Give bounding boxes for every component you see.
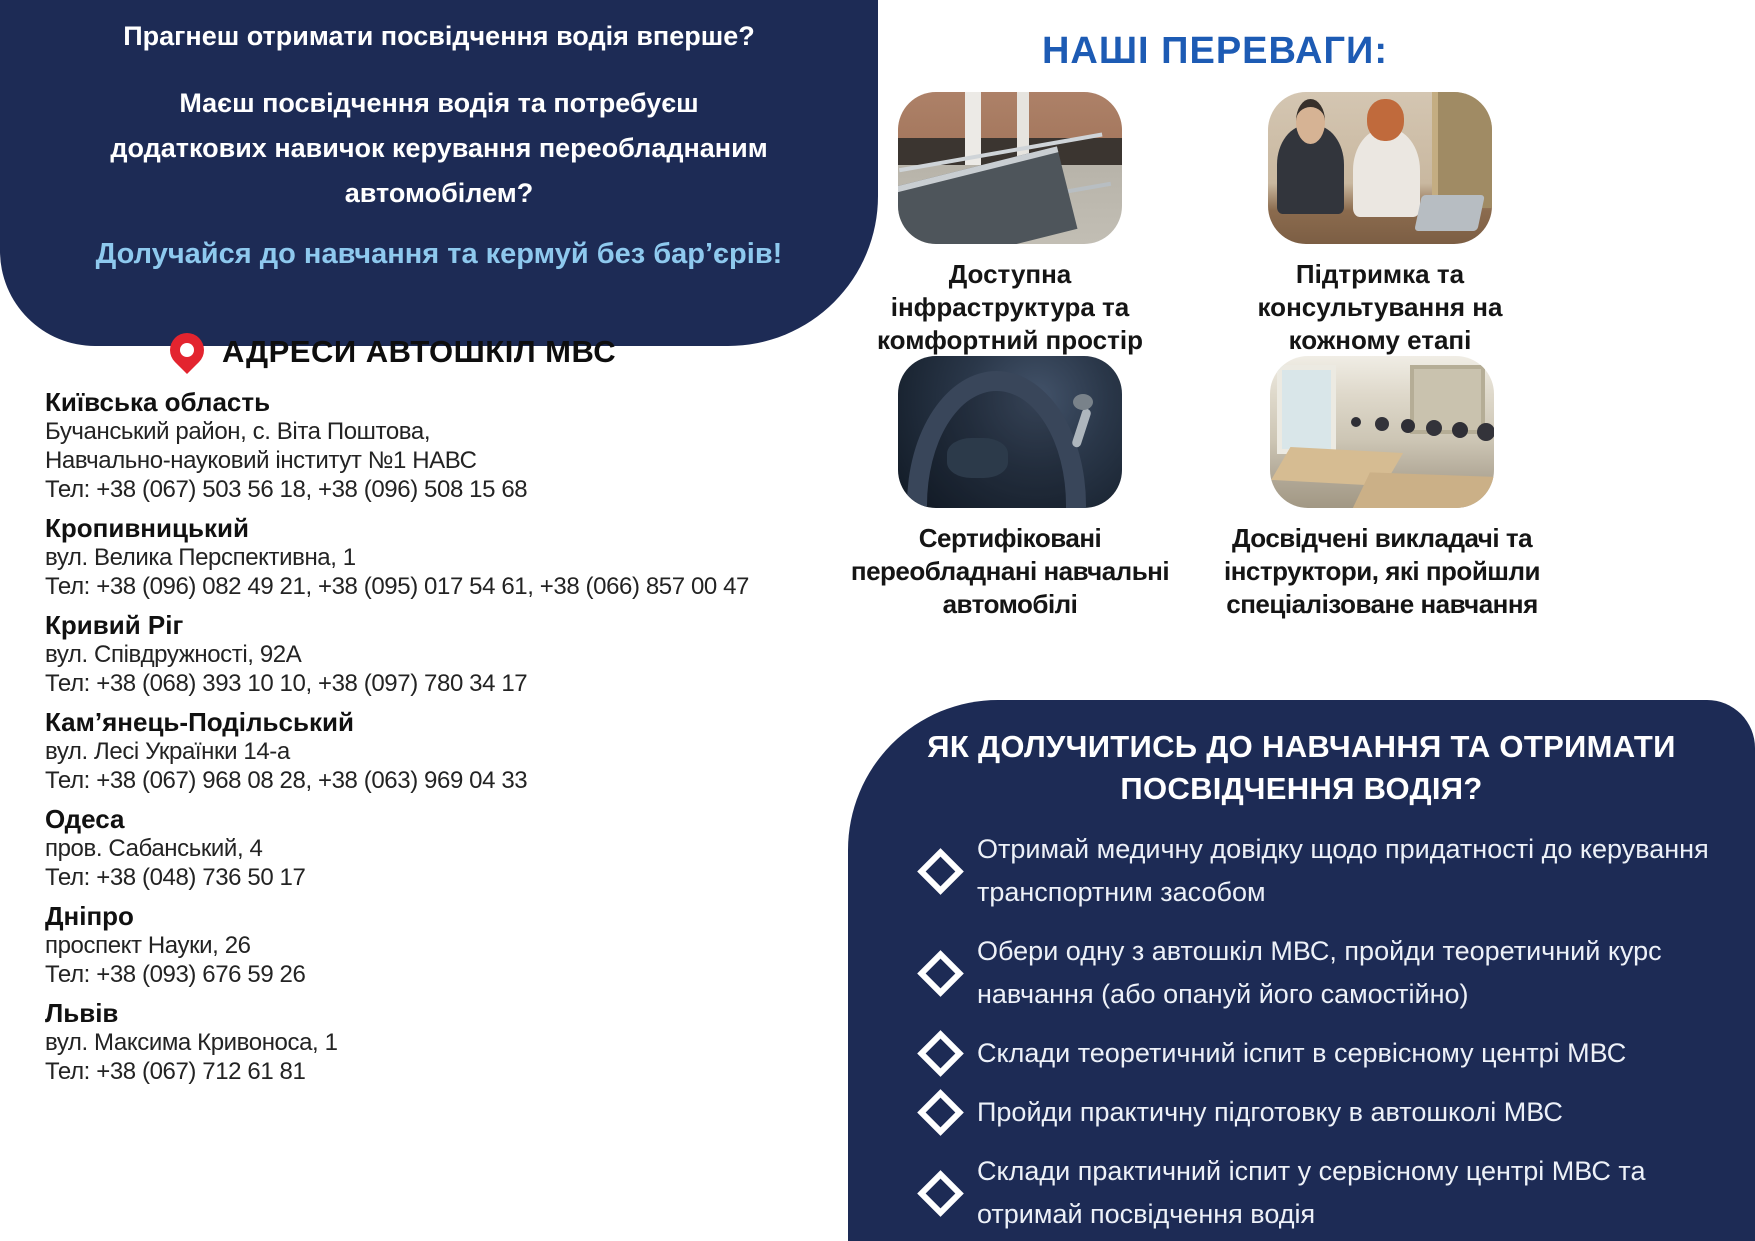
intro-question-adapted-vehicle: Маєш посвідчення водія та потребуєш додаткових навичок керування переобладнаним автомобілем? xyxy=(110,88,768,208)
gear-lever-shape xyxy=(1071,407,1092,448)
address-item-lviv xyxy=(45,999,835,1086)
intro-question-first-license: Прагнеш отримати посвідчення водія вперше? xyxy=(123,21,755,51)
advantage-caption: Доступна інфраструктура та комфортний простір xyxy=(877,259,1143,355)
step-text: Склади теоретичний іспит в сервісному центрі МВС xyxy=(977,1038,1627,1068)
address-phone-line: Тел: +38 (067) 712 61 81 xyxy=(45,1058,306,1085)
address-item-dnipro xyxy=(45,902,835,989)
address-city: Кам’янець-Подільський xyxy=(45,707,354,737)
diamond-bullet-icon xyxy=(917,1170,964,1217)
advantage-caption: Досвідчені викладачі та інструктори, які пройшли спеціалізоване навчання xyxy=(1224,523,1540,619)
accessible-ramp-photo xyxy=(898,92,1122,244)
classroom-desk xyxy=(1352,472,1494,508)
location-pin-icon xyxy=(163,326,211,374)
address-line: вул. Велика Перспективна, 1 xyxy=(45,544,356,571)
address-city: Львів xyxy=(45,998,119,1028)
advantages-heading: НАШІ ПЕРЕВАГИ: xyxy=(1041,30,1389,72)
address-item-kyiv-region xyxy=(45,388,835,504)
step-text: Пройди практичну підготовку в автошколі МВС xyxy=(977,1097,1563,1127)
laptop-shape xyxy=(1414,195,1484,231)
consultation-photo xyxy=(1268,92,1492,244)
address-line: вул. Лесі Українки 14-а xyxy=(45,738,290,765)
address-phone-line: Тел: +38 (096) 082 49 21, +38 (095) 017 54 61, +38 (066) 857 00 47 xyxy=(45,573,750,600)
diamond-bullet-icon xyxy=(917,950,964,997)
address-city: Кривий Ріг xyxy=(45,610,184,640)
address-line: проспект Науки, 26 xyxy=(45,932,251,959)
address-city: Одеса xyxy=(45,804,125,834)
address-line: вул. Співдружності, 92А xyxy=(45,641,302,668)
how-to-step-practical-training xyxy=(924,1091,1715,1134)
simulator-wheels-row xyxy=(1351,417,1361,427)
how-to-step-choose-school xyxy=(924,930,1715,1016)
step-text: Склади практичний іспит у сервісному центрі МВС та отримай посвідчення водія xyxy=(977,1156,1646,1229)
advantage-card-instructors xyxy=(1196,356,1568,621)
classroom-window xyxy=(1277,365,1336,454)
address-phone-line: Тел: +38 (048) 736 50 17 xyxy=(45,864,306,891)
diamond-bullet-icon xyxy=(917,1089,964,1136)
address-item-kamianets-podilskyi xyxy=(45,708,835,795)
intro-tagline: Долучайся до навчання та кермуй без бар’єрів! xyxy=(95,238,783,270)
how-to-heading: ЯК ДОЛУЧИТИСЬ ДО НАВЧАННЯ ТА ОТРИМАТИ ПОСВІДЧЕННЯ ВОДІЯ? xyxy=(927,729,1676,806)
steering-hub-shape xyxy=(947,438,1007,478)
advantage-card-certified-cars xyxy=(845,356,1175,621)
advantage-caption: Сертифіковані переобладнані навчальні автомобілі xyxy=(850,523,1170,619)
diamond-bullet-icon xyxy=(917,1030,964,1077)
address-city: Кропивницький xyxy=(45,513,249,543)
addresses-section xyxy=(45,326,835,1086)
addresses-heading: АДРЕСИ АВТОШКІЛ МВС xyxy=(222,334,617,369)
address-item-kropyvnytskyi xyxy=(45,514,835,601)
address-phone-line: Тел: +38 (093) 676 59 26 xyxy=(45,961,306,988)
diamond-bullet-icon xyxy=(917,848,964,895)
address-item-kryvyi-rih xyxy=(45,611,835,698)
address-phone-line: Тел: +38 (068) 393 10 10, +38 (097) 780 34 17 xyxy=(45,670,528,697)
address-line: Навчально-науковий інститут №1 НАВС xyxy=(45,447,477,474)
address-item-odesa xyxy=(45,805,835,892)
how-to-section xyxy=(848,700,1755,1241)
adapted-car-interior-photo xyxy=(898,356,1122,508)
address-phone-line: Тел: +38 (067) 503 56 18, +38 (096) 508 15 68 xyxy=(45,476,528,503)
addresses-header xyxy=(170,326,835,378)
how-to-steps-list xyxy=(848,828,1755,1236)
address-line: Бучанський район, с. Віта Поштова, xyxy=(45,418,431,445)
step-text: Обери одну з автошкіл МВС, пройди теоретичний курс навчання (або опануй його самостійно) xyxy=(977,936,1662,1009)
classroom-simulators-photo xyxy=(1270,356,1494,508)
address-phone-line: Тел: +38 (067) 968 08 28, +38 (063) 969 04 33 xyxy=(45,767,528,794)
advantage-card-support xyxy=(1212,92,1548,357)
address-line: вул. Максима Кривоноса, 1 xyxy=(45,1029,338,1056)
student-figure xyxy=(1353,128,1420,216)
intro-banner xyxy=(0,0,878,346)
consultant-figure xyxy=(1277,125,1344,213)
step-text: Отримай медичну довідку щодо придатності до керування транспортним засобом xyxy=(977,834,1709,907)
address-line: пров. Сабанський, 4 xyxy=(45,835,263,862)
classroom-shelf xyxy=(1410,365,1485,434)
how-to-step-theory-exam xyxy=(924,1032,1715,1075)
wall-panel xyxy=(1432,92,1492,208)
address-city: Київська область xyxy=(45,387,271,417)
how-to-step-practical-exam xyxy=(924,1150,1715,1236)
gear-knob-shape xyxy=(1073,394,1093,410)
how-to-step-medical-certificate xyxy=(924,828,1715,914)
address-city: Дніпро xyxy=(45,901,134,931)
location-pin-hole xyxy=(177,340,197,360)
advantage-caption: Підтримка та консультування на кожному етапі xyxy=(1257,259,1503,355)
advantage-card-infrastructure xyxy=(845,92,1175,357)
